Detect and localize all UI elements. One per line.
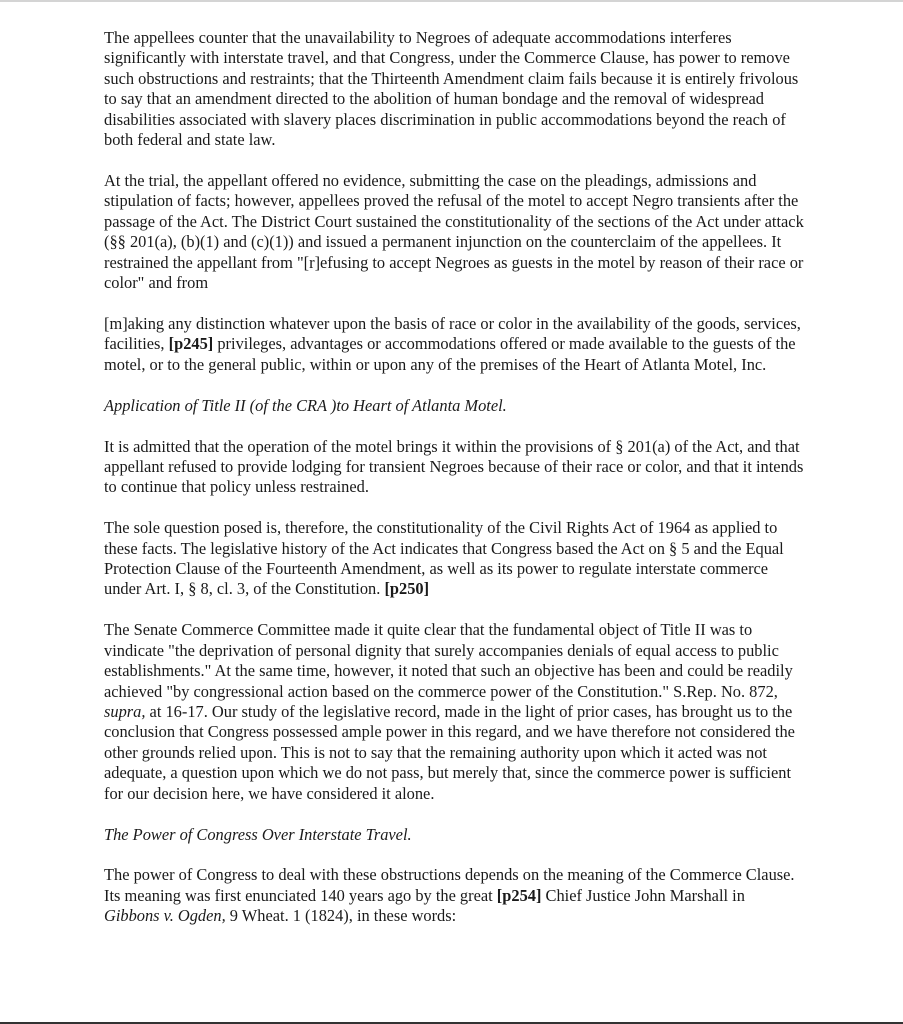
case-citation-gibbons: Gibbons v. Ogden,: [104, 906, 226, 926]
supra-citation: supra,: [104, 701, 146, 721]
top-border: [0, 0, 903, 2]
page-ref-p254: [p254]: [496, 885, 542, 905]
power-text-start: The power of Congress to deal with these obstructions depends on the meaning of the Commerce Clause. Its meaning was first enunciated 140 years ago by the great: [104, 865, 795, 905]
power-text-end: 9 Wheat. 1 (1824), in these words:: [225, 906, 457, 926]
page-ref-p250: [p250]: [384, 579, 430, 599]
sole-question-text: The sole question posed is, therefore, the constitutionality of the Civil Rights Act of 1964 as applied to these facts. The legislative history of the Act indicates that Congress based the Act on § 5 and the Equal Protection Clause of the Fourteenth Amendment, as well as its power to regulate interstate commerce under Art. I, § 8, cl. 3, of the Constitution.: [104, 518, 784, 599]
paragraph-sole-question: [104, 518, 804, 600]
senate-text-start: The Senate Commerce Committee made it quite clear that the fundamental object of Title II was to vindicate "the deprivation of personal dignity that surely accompanies denials of equal access to public establishments." At the same time, however, it noted that such an objective has been and could be readily achieved "by congressional action based on the commerce power of the Constitution." S.Rep. No. 872,: [104, 620, 793, 701]
document-page: [104, 28, 804, 947]
section-heading-power-of-congress: The Power of Congress Over Interstate Travel.: [104, 824, 412, 844]
paragraph-power-of-congress: [104, 865, 804, 926]
paragraph-it-is-admitted: It is admitted that the operation of the motel brings it within the provisions of § 201(a) of the Act, and that appellant refused to provide lodging for transient Negroes because of their race or color, and that it intends to continue that policy unless restrained.: [104, 436, 804, 497]
quote-text-end: privileges, advantages or accommodations offered or made available to the guests of the motel, or to the general public, within or upon any of the premises of the Heart of Atlanta Motel, Inc.: [104, 334, 796, 374]
paragraph-at-the-trial: At the trial, the appellant offered no evidence, submitting the case on the pleadings, admissions and stipulation of facts; however, appellees proved the refusal of the motel to accept Negro transients after the passage of the Act. The District Court sustained the constitutionality of the sections of the Act under attack (§§ 201(a), (b)(1) and (c)(1)) and issued a permanent injunction on the counterclaim of the appellees. It restrained the appellant from "[r]efusing to accept Negroes as guests in the motel by reason of their race or color" and from: [104, 170, 804, 292]
section-heading-application-title-ii: Application of Title II (of the CRA )to Heart of Atlanta Motel.: [104, 395, 507, 415]
page-ref-p245: [p245]: [168, 334, 214, 354]
paragraph-appellees-counter: The appellees counter that the unavailability to Negroes of adequate accommodations interferes significantly with interstate travel, and that Congress, under the Commerce Clause, has power to remove such obstructions and restraints; that the Thirteenth Amendment claim fails because it is entirely frivolous to say that an amendment directed to the abolition of human bondage and the removal of widespread disabilities associated with slavery places discrimination in public accommodations beyond the reach of both federal and state law.: [104, 28, 799, 150]
paragraph-injunction-quote: [104, 314, 804, 375]
paragraph-senate-committee: [104, 620, 804, 804]
quote-text-start: [m]aking any distinction whatever upon the basis of race or color in the availability of the goods, services, facilities,: [104, 313, 801, 354]
senate-text-end: at 16-17. Our study of the legislative record, made in the light of prior cases, has brought us to the conclusion that Congress possessed ample power in this regard, and we have therefore not considered the other grounds relied upon. This is not to say that the remaining authority upon which it acted was not adequate, a question upon which we do not pass, but merely that, since the commerce power is sufficient for our decision here, we have considered it alone.: [104, 701, 795, 803]
power-text-middle: Chief Justice John Marshall in: [541, 885, 745, 905]
